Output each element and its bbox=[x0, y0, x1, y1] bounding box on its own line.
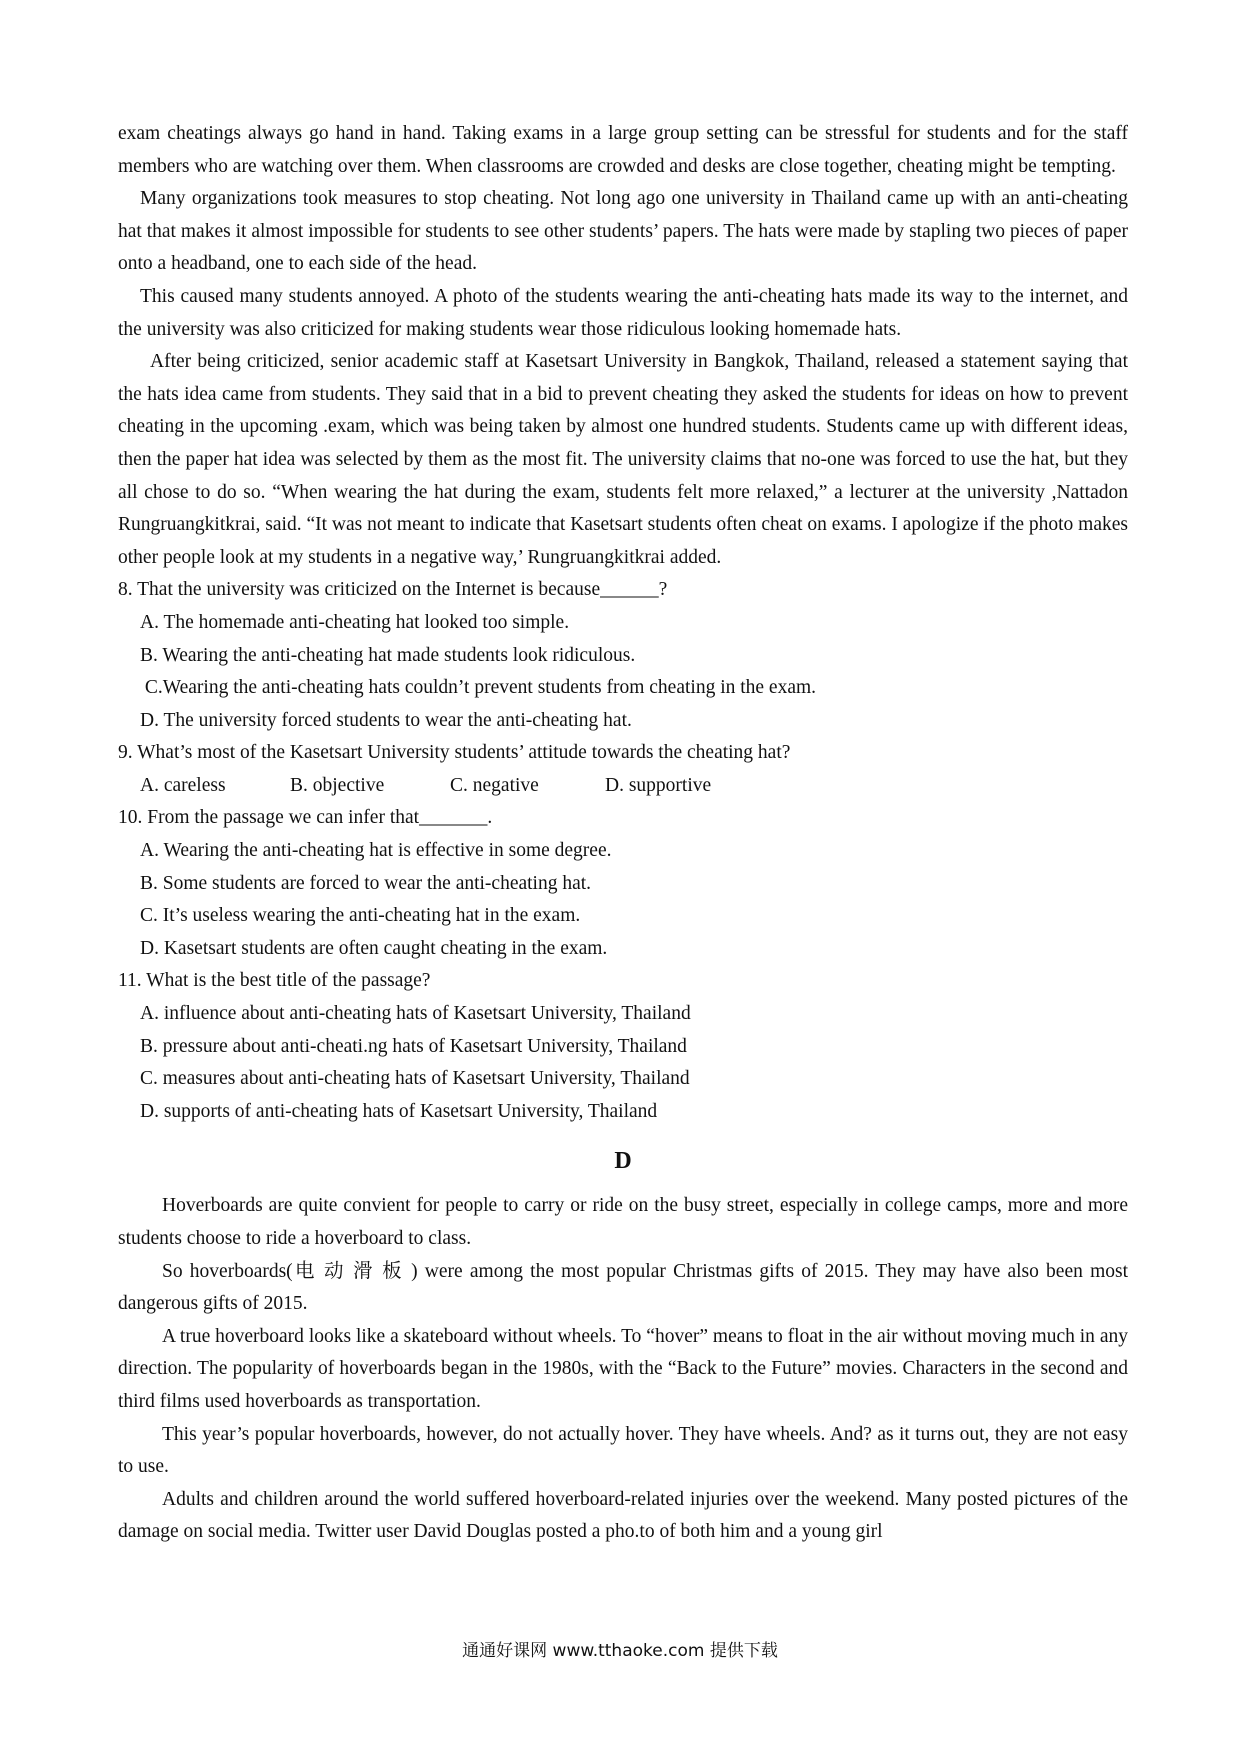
passage-d-paragraph: So hoverboards(电 动 滑 板 ) were among the most popular Christmas gifts of 2015. They may have also been most dangerous gifts of 2015. bbox=[118, 1260, 1128, 1315]
option-b: B. pressure about anti-cheati.ng hats of Kasetsart University, Thailand bbox=[140, 1035, 687, 1057]
passage-c-paragraph: This caused many students annoyed. A photo of the students wearing the anti-cheating hats made its way to the internet, and the university was also criticized for making students wear those ridiculous looking homemade hats. bbox=[118, 285, 1128, 340]
option-c: C. measures about anti-cheating hats of Kasetsart University, Thailand bbox=[140, 1068, 690, 1090]
passage-d-paragraph: A true hoverboard looks like a skateboard without wheels. To “hover” means to float in the air without moving much in any direction. The popularity of hoverboards began in the 1980s, with the “Back to the Future” movies. Characters in the second and third films used hoverboards as transportation. bbox=[118, 1325, 1128, 1412]
question-stem: 10. From the passage we can infer that_______. bbox=[118, 807, 493, 829]
option-d: D. supports of anti-cheating hats of Kasetsart University, Thailand bbox=[140, 1100, 658, 1122]
option-b: B. objective bbox=[290, 774, 385, 796]
question-stem: 9. What’s most of the Kasetsart University students’ attitude towards the cheating hat? bbox=[118, 742, 791, 764]
option-a: A. influence about anti-cheating hats of Kasetsart University, Thailand bbox=[140, 1003, 691, 1025]
passage-c-paragraph: exam cheatings always go hand in hand. Taking exams in a large group setting can be stressful for students and for the staff members who are watching over them. When classrooms are crowded and desks are close together, cheating might be tempting. bbox=[118, 123, 1128, 177]
option-c: C. negative bbox=[450, 774, 539, 796]
question-10 bbox=[118, 802, 1128, 965]
passage-c-paragraph: Many organizations took measures to stop cheating. Not long ago one university in Thailand came up with an anti-cheating hat that makes it almost impossible for students to see other students’ papers. The hats were made by stapling two pieces of paper onto a headband, one to each side of the head. bbox=[118, 188, 1128, 275]
passage-d-paragraph: This year’s popular hoverboards, however, do not actually hover. They have wheels. And? as it turns out, they are not easy to use. bbox=[118, 1423, 1128, 1478]
option-b: B. Some students are forced to wear the anti-cheating hat. bbox=[140, 872, 592, 894]
question-stem: 11. What is the best title of the passage? bbox=[118, 970, 431, 992]
option-d: D. supportive bbox=[605, 774, 712, 796]
option-b: B. Wearing the anti-cheating hat made students look ridiculous. bbox=[140, 644, 636, 666]
question-stem: 8. That the university was criticized on the Internet is because______? bbox=[118, 579, 668, 601]
passage-d-paragraph: Adults and children around the world suffered hoverboard-related injuries over the weekend. Many posted pictures of the damage on social media. Twitter user David Douglas posted a pho.to of both him and a young girl bbox=[118, 1488, 1128, 1543]
option-d: D. Kasetsart students are often caught cheating in the exam. bbox=[140, 937, 608, 959]
passage-d-paragraph: Hoverboards are quite convient for people to carry or ride on the busy street, especially in college camps, more and more students choose to ride a hoverboard to class. bbox=[118, 1195, 1128, 1249]
exam-page bbox=[118, 118, 1128, 1549]
option-c: C.Wearing the anti-cheating hats couldn’t prevent students from cheating in the exam. bbox=[140, 677, 817, 699]
option-a: A. careless bbox=[140, 774, 226, 796]
question-11 bbox=[118, 965, 1128, 1128]
section-heading: D bbox=[614, 1148, 632, 1175]
option-row bbox=[118, 770, 1128, 803]
passage-c-paragraph: After being criticized, senior academic staff at Kasetsart University in Bangkok, Thailand, released a statement saying that the hats idea came from students. They said that in a bid to prevent cheating they asked the students for ideas on how to prevent cheating in the upcoming .exam, which was being taken by almost one hundred students. Students came up with different ideas, then the paper hat idea was selected by them as the most fit. The university claims that no-one was forced to use the hat, but they all chose to do so. “When wearing the hat during the exam, students felt more relaxed,” a lecturer at the university ,Nattadon Rungruangkitkrai, said. “It was not meant to indicate that Kasetsart students often cheat on exams. I apologize if the photo makes other people look at my students in a negative way,’ Rungruangkitkrai added. bbox=[118, 351, 1128, 568]
option-d: D. The university forced students to wear the anti-cheating hat. bbox=[140, 709, 632, 731]
option-c: C. It’s useless wearing the anti-cheating hat in the exam. bbox=[140, 905, 581, 927]
option-a: A. The homemade anti-cheating hat looked too simple. bbox=[140, 611, 570, 633]
question-9 bbox=[118, 737, 1128, 802]
page-footer: 通通好课网 www.tthaoke.com 提供下载 bbox=[462, 1641, 778, 1661]
option-a: A. Wearing the anti-cheating hat is effective in some degree. bbox=[140, 840, 612, 862]
question-8 bbox=[118, 574, 1128, 737]
